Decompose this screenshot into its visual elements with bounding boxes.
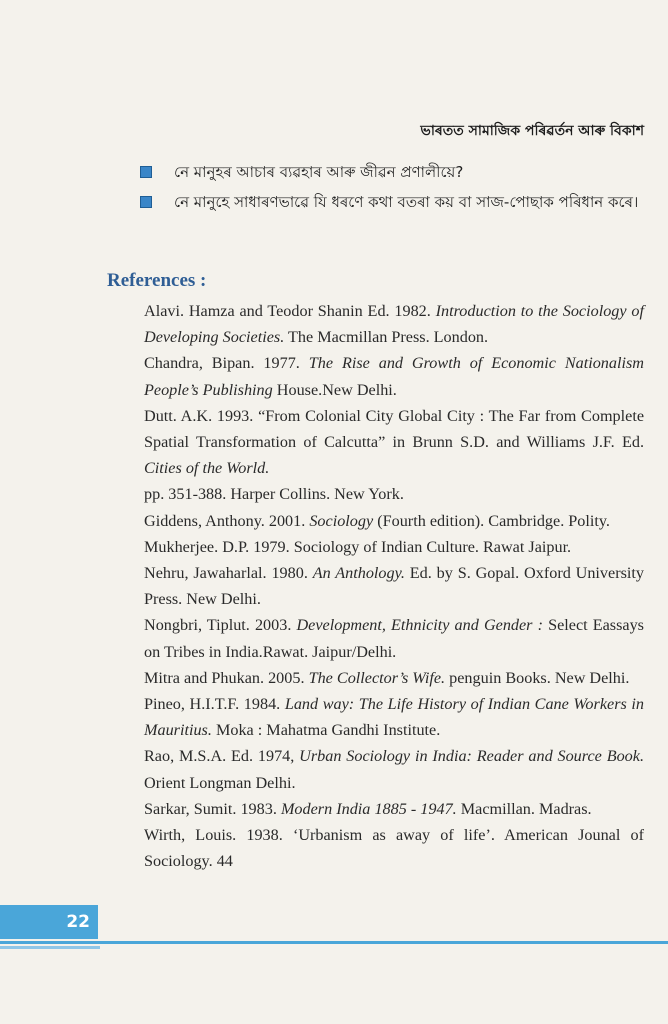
reference-title: The Rise and Growth of Economic Nationalism People’s Publishing <box>144 354 644 399</box>
reference-text: Dutt. A.K. 1993. “From Colonial City Global City : The Far from Complete Spatial Transformation of Calcutta” in Brunn S.D. and Williams J.F. Ed. <box>144 406 644 452</box>
reference-text: Nehru, Jawaharlal. 1980. <box>144 564 313 583</box>
reference-text: House.New Delhi. <box>272 380 397 399</box>
bullet-item <box>140 158 640 186</box>
reference-list <box>144 298 644 874</box>
reference-title: Cities of the World. <box>144 459 270 478</box>
reference-entry <box>144 665 644 691</box>
reference-text: Rao, M.S.A. Ed. 1974, <box>144 747 300 766</box>
bullet-text: নে মানুহে সাধাৰণভাৱে যি ধৰণে কথা বতৰা কয় বা সাজ-পোছাক পৰিধান কৰে। <box>174 193 639 211</box>
question-bullet-list <box>140 158 640 218</box>
square-bullet-icon <box>140 166 152 178</box>
square-bullet-icon <box>140 196 152 208</box>
reference-text: Giddens, Anthony. 2001. <box>144 511 310 530</box>
reference-title: Land way: The Life History of Indian Cane Workers in Mauritius. <box>144 695 644 740</box>
reference-text: Select Eassays on Tribes in India.Rawat. Jaipur/Delhi. <box>144 616 644 661</box>
reference-entry <box>144 560 644 612</box>
reference-entry <box>144 691 644 743</box>
reference-title: Development, Ethnicity and Gender : <box>296 616 543 635</box>
bullet-item <box>140 188 640 216</box>
reference-entry <box>144 822 644 874</box>
reference-title: Sociology <box>309 511 374 530</box>
reference-text: Moka : Mahatma Gandhi Institute. <box>211 721 441 740</box>
footer-rule <box>0 941 668 944</box>
reference-entry <box>144 796 644 822</box>
references-heading: References : <box>107 270 207 291</box>
reference-title: An Anthology. <box>312 564 405 583</box>
reference-text: Mitra and Phukan. 2005. <box>144 668 309 687</box>
reference-text: Orient Longman Delhi. <box>144 773 296 792</box>
reference-entry <box>144 508 644 534</box>
reference-entry <box>144 481 644 507</box>
reference-text: Chandra, Bipan. 1977. <box>144 354 309 373</box>
reference-text: (Fourth edition). Cambridge. Polity. <box>373 511 610 530</box>
reference-text: Alavi. Hamza and Teodor Shanin Ed. 1982. <box>144 302 436 320</box>
reference-title: The Collector’s Wife. <box>308 668 446 687</box>
bullet-text: নে মানুহৰ আচাৰ ব্যৱহাৰ আৰু জীৱন প্ৰণালীয়ে? <box>174 163 464 181</box>
reference-text: Wirth, Louis. 1938. ‘Urbanism as away of life’. American Jounal of Sociology. 44 <box>144 826 644 871</box>
reference-entry <box>144 743 644 795</box>
reference-text: Pineo, H.I.T.F. 1984. <box>144 695 285 714</box>
reference-text: pp. 351-388. Harper Collins. New York. <box>144 485 404 504</box>
reference-text: The Macmillan Press. London. <box>284 328 489 347</box>
reference-text: Macmillan. Madras. <box>456 799 592 818</box>
reference-text: Nongbri, Tiplut. 2003. <box>144 616 297 635</box>
page-number: 22 <box>66 912 90 932</box>
reference-text: Mukherjee. D.P. 1979. Sociology of Indian Culture. Rawat Jaipur. <box>144 537 572 556</box>
reference-entry <box>144 534 644 560</box>
reference-entry <box>144 298 644 350</box>
reference-text: Ed. by S. Gopal. Oxford University Press. New Delhi. <box>144 564 644 609</box>
footer-rule-secondary <box>0 946 100 949</box>
reference-text: Sarkar, Sumit. 1983. <box>144 799 281 818</box>
reference-entry <box>144 612 644 664</box>
reference-text: penguin Books. New Delhi. <box>445 668 630 687</box>
reference-title: Modern India 1885 - 1947. <box>280 799 457 818</box>
reference-title: Introduction to the Sociology of Developing Societies. <box>144 302 644 347</box>
reference-title: Urban Sociology in India: Reader and Source Book. <box>299 747 644 766</box>
reference-entry <box>144 403 644 482</box>
reference-entry <box>144 350 644 402</box>
running-header: ভাৰতত সামাজিক পৰিৱৰ্তন আৰু বিকাশ <box>420 123 644 139</box>
